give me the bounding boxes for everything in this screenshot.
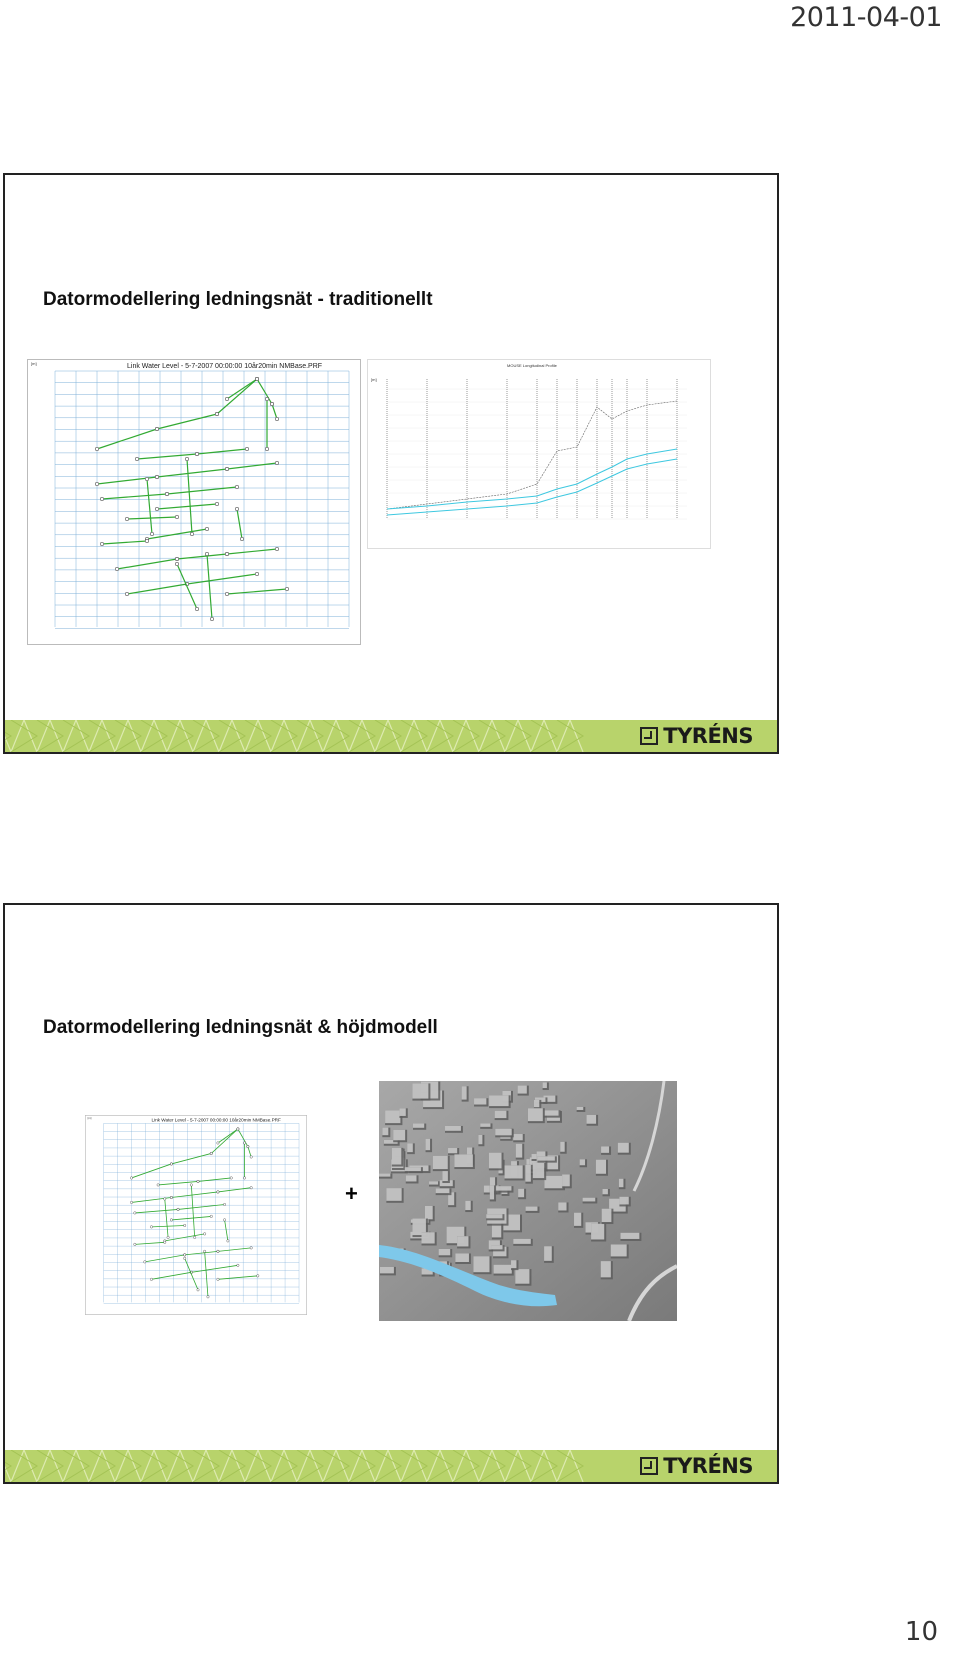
tyrens-logo-icon [640,1457,658,1475]
tyrens-logo [640,724,753,748]
plot-title: Link Water Level - 5-7-2007 00:00:00 10år20min NMBase.PRF [127,363,323,370]
tyrens-logo [640,1454,753,1478]
slide-1 [3,173,779,754]
plot-title: Link Water Level - 5-7-2007 00:00:00 10år20min NMBase.PRF [151,1118,281,1124]
hillshade-svg [379,1081,677,1321]
plot-unit: [m] [31,361,37,366]
longitudinal-profile-plot [367,359,711,549]
profile-unit: [m] [371,377,377,382]
plus-sign: + [345,1181,358,1206]
profile-title: MOUSE Longitudinal Profile [507,363,557,368]
slide-footer [5,720,777,752]
tyrens-logo-text: TYRÉNS [663,724,753,748]
slide-title: Datormodellering ledningsnät & höjdmodell [43,1017,438,1038]
network-map-plot-small [85,1115,307,1315]
slide-footer [5,1450,777,1482]
network-map-svg-small [85,1115,307,1315]
page-number: 10 [904,1617,938,1647]
slide-title: Datormodellering ledningsnät - traditionellt [43,289,433,310]
network-map-svg [27,359,361,645]
network-map-plot [27,359,361,645]
profile-svg [367,359,711,549]
hillshade-elevation-map [379,1081,677,1321]
tyrens-logo-icon [640,727,658,745]
header-date: 2011-04-01 [790,2,942,33]
tyrens-logo-text: TYRÉNS [663,1454,753,1478]
slide-2 [3,903,779,1484]
plot-unit: [m] [87,1117,92,1121]
